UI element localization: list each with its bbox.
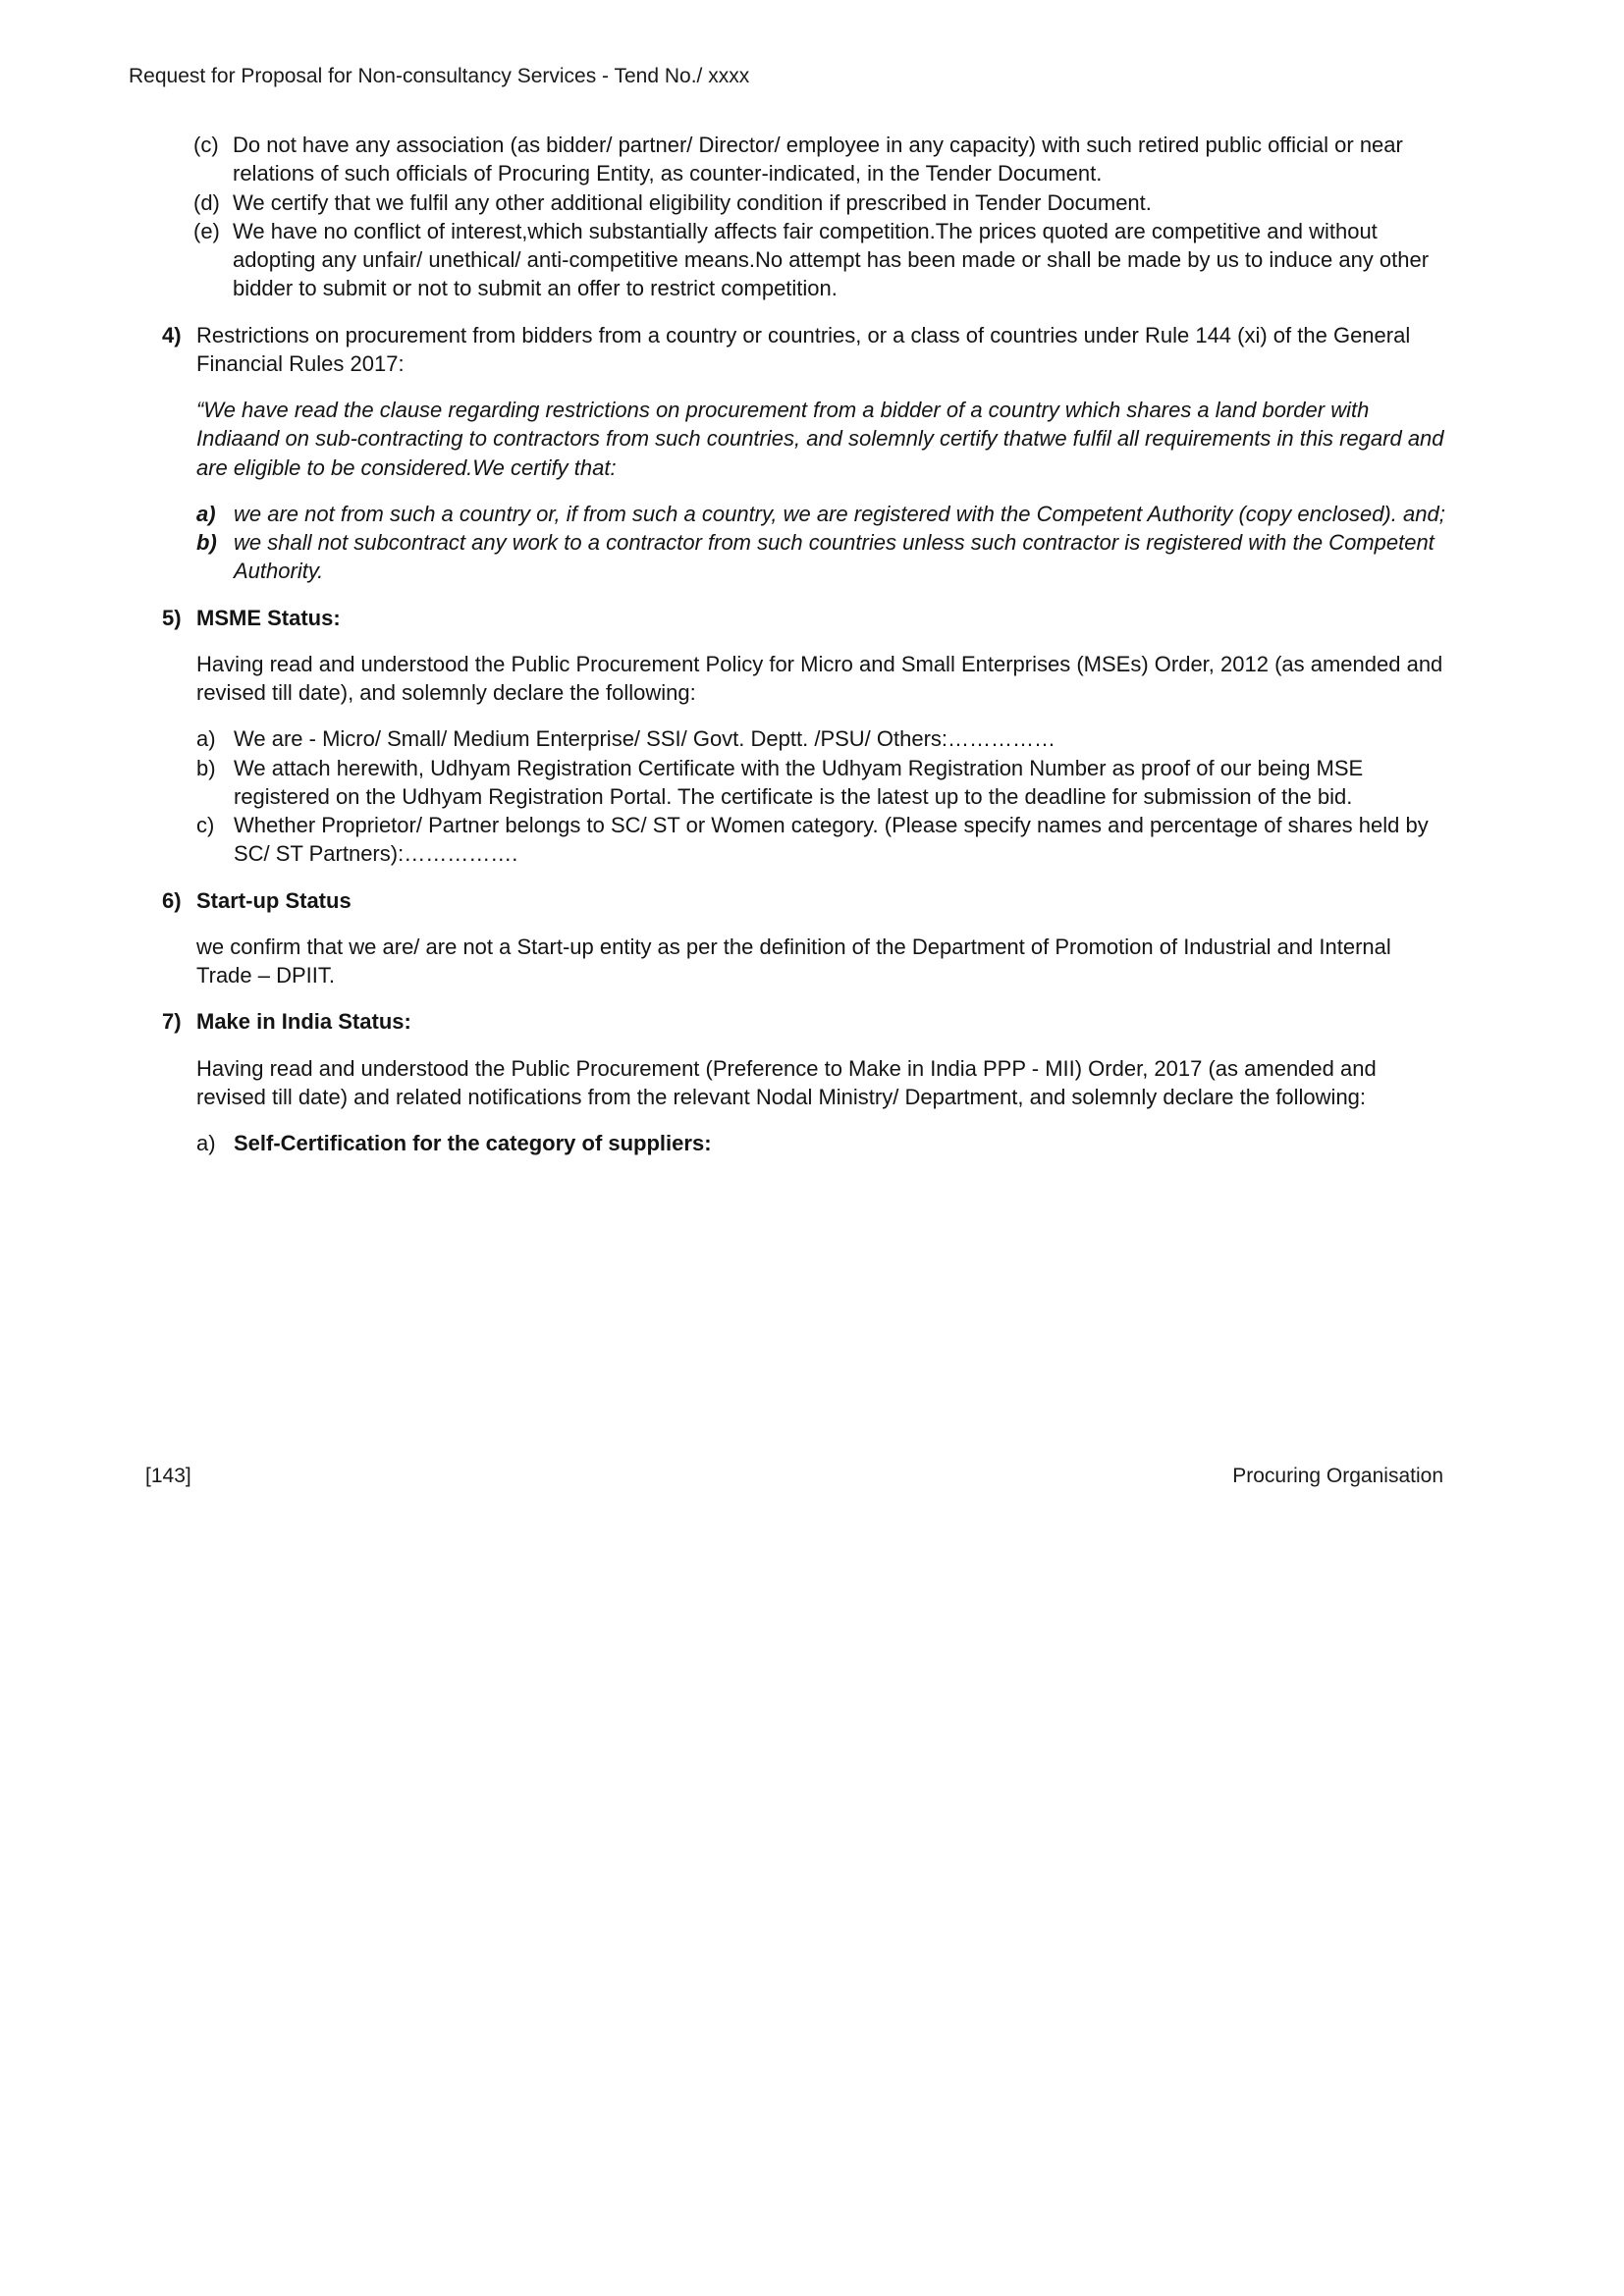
section-4-heading: Restrictions on procurement from bidders from a country or countries, or a class of countries under Rule 144 (xi) of the General Financial Rules 2017:	[196, 322, 1411, 376]
section-5-heading: MSME Status:	[196, 605, 341, 630]
section-7-body	[196, 1007, 1449, 1175]
list-item-b	[196, 528, 1449, 586]
list-marker: c)	[196, 813, 215, 837]
list-text: We have no conflict of interest,which substantially affects fair competition.The prices quoted are competitive and without adopting any unfair/ unethical/ anti-competitive means.No attempt has been made or shall be made by us to induce any other bidder to submit or not to submit an offer to restrict competition.	[233, 218, 1430, 301]
list-item-b	[196, 754, 1449, 812]
list-item-a	[196, 1129, 1449, 1157]
section-4-list	[196, 500, 1449, 586]
list-text: Do not have any association (as bidder/ partner/ Director/ employee in any capacity) with such retired public official or near relations of such officials of Procuring Entity, as counter-indicated, in the Tender Document.	[233, 133, 1403, 187]
list-text: Whether Proprietor/ Partner belongs to SC/ ST or Women category. (Please specify names and percentage of shares held by SC/ ST Partners):…………….	[234, 813, 1429, 867]
section-5-number: 5)	[162, 605, 182, 630]
section-6-body	[196, 886, 1449, 1008]
section-7-heading: Make in India Status:	[196, 1009, 411, 1035]
list-item-a	[196, 500, 1449, 528]
page-footer	[145, 1463, 1443, 1490]
list-text: we shall not subcontract any work to a contractor from such countries unless such contractor is registered with the Competent Authority.	[234, 530, 1435, 584]
section-5-body	[196, 604, 1449, 886]
section-4-body	[196, 321, 1449, 604]
list-text: Self-Certification for the category of suppliers:	[234, 1131, 712, 1155]
list-text: we are not from such a country or, if from such a country, we are registered with the Competent Authority (copy enclosed). and;	[234, 501, 1445, 526]
section-6-text: we confirm that we are/ are not a Start-up entity as per the definition of the Department of Promotion of Industrial and Internal Trade – DPIIT.	[196, 934, 1391, 988]
eligibility-list	[193, 131, 1449, 303]
section-4-quote: “We have read the clause regarding restrictions on procurement from a bidder of a country which shares a land border with Indiaand on sub-contracting to contractors from such countries, and solemnly certify thatwe fulfil all requirements in this regard and are eligible to be considered.We certify that:	[196, 398, 1444, 480]
section-7-intro: Having read and understood the Public Procurement (Preference to Make in India PPP - MII) Order, 2017 (as amended and revised till date) and related notifications from the relevant Nodal Ministry/ Department, and solemnly declare the following:	[196, 1055, 1377, 1109]
section-6-number: 6)	[162, 887, 182, 913]
list-marker: (c)	[193, 133, 219, 157]
list-marker: (d)	[193, 189, 220, 215]
section-6-heading: Start-up Status	[196, 887, 352, 913]
header-title: Request for Proposal for Non-consultancy Services - Tend No./ xxxx	[129, 65, 750, 87]
list-marker: a)	[196, 501, 216, 526]
list-marker: a)	[196, 726, 216, 752]
section-6	[162, 886, 1449, 1008]
footer-page-number: [143]	[145, 1465, 191, 1487]
list-marker: b)	[196, 530, 217, 555]
list-marker: a)	[196, 1131, 216, 1155]
page-header	[129, 63, 1449, 90]
section-5	[162, 604, 1449, 886]
section-4	[162, 321, 1449, 604]
section-4-number: 4)	[162, 322, 182, 347]
section-7	[162, 1007, 1449, 1175]
list-item-a	[196, 724, 1449, 753]
section-7-number: 7)	[162, 1009, 182, 1035]
list-marker: b)	[196, 755, 216, 780]
footer-organisation: Procuring Organisation	[1232, 1465, 1443, 1487]
list-item-d	[193, 188, 1449, 217]
section-7-list	[196, 1129, 1449, 1157]
section-5-list	[196, 724, 1449, 868]
list-text: We are - Micro/ Small/ Medium Enterprise/ SSI/ Govt. Deptt. /PSU/ Others:……………	[234, 726, 1056, 752]
document-body	[162, 131, 1449, 1175]
list-marker: (e)	[193, 218, 220, 243]
list-item-c	[193, 131, 1449, 188]
list-item-c	[196, 811, 1449, 869]
list-text: We certify that we fulfil any other additional eligibility condition if prescribed in Tender Document.	[233, 189, 1152, 215]
section-5-intro: Having read and understood the Public Procurement Policy for Micro and Small Enterprises (MSEs) Order, 2012 (as amended and revised till date), and solemnly declare the following:	[196, 651, 1443, 705]
list-item-e	[193, 217, 1449, 303]
list-text: We attach herewith, Udhyam Registration Certificate with the Udhyam Registration Number as proof of our being MSE registered on the Udhyam Registration Portal. The certificate is the latest up to the deadline for submission of the bid.	[234, 755, 1364, 809]
